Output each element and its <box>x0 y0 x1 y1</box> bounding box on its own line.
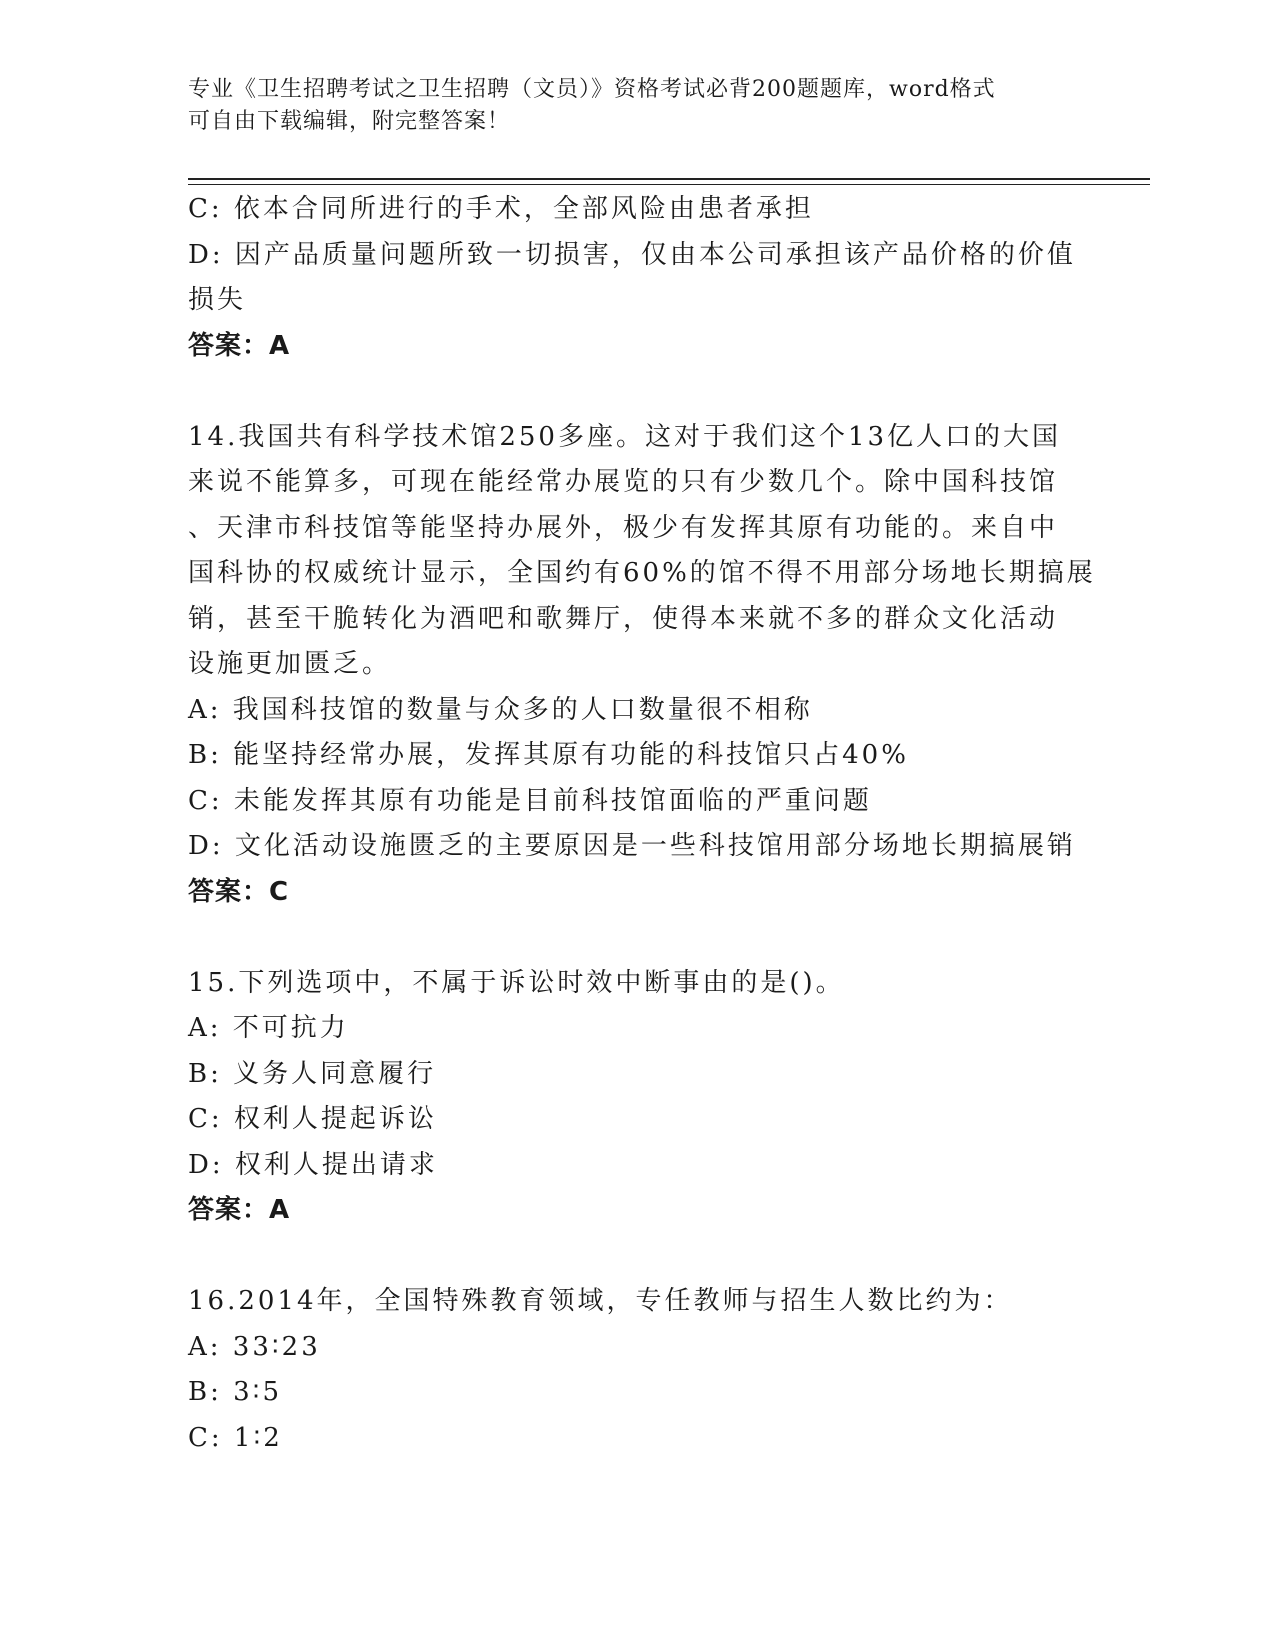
option-c: C: 权利人提起诉讼 <box>188 1104 437 1134</box>
question-stem-line: 14.我国共有科学技术馆250多座。这对于我们这个13亿人口的大国 <box>188 421 1062 452</box>
answer-line: 答案：A <box>188 330 291 361</box>
question-16 <box>188 1279 1088 1461</box>
option-c: C: 依本合同所进行的手术，全部风险由患者承担 <box>188 194 814 224</box>
answer-line: 答案：C <box>188 876 290 907</box>
header-rule-thin <box>188 184 1150 185</box>
question-14 <box>188 415 1096 916</box>
header-line-1: 专业《卫生招聘考试之卫生招聘（文员）》资格考试必背200题题库，word格式 <box>188 77 996 102</box>
question-stem-line: 、天津市科技馆等能坚持办展外，极少有发挥其原有功能的。来自中 <box>188 512 1059 543</box>
page-header <box>188 74 1088 138</box>
option-a: A: 不可抗力 <box>188 1013 349 1043</box>
option-c: C: 1∶2 <box>188 1422 283 1453</box>
option-d-continued: 损失 <box>188 285 247 315</box>
option-b: B: 能坚持经常办展，发挥其原有功能的科技馆只占40% <box>188 740 909 770</box>
question-stem-line: 来说不能算多，可现在能经常办展览的只有少数几个。除中国科技馆 <box>188 467 1059 497</box>
header-line-2: 可自由下载编辑，附完整答案！ <box>188 109 511 134</box>
option-b: B: 义务人同意履行 <box>188 1058 437 1089</box>
option-b: B: 3∶5 <box>188 1377 282 1407</box>
option-a: A: 我国科技馆的数量与众多的人口数量很不相称 <box>188 694 813 725</box>
option-d: D: 权利人提出请求 <box>188 1149 438 1180</box>
question-stem: 15.下列选项中，不属于诉讼时效中断事由的是()。 <box>188 967 845 998</box>
question-stem-line: 设施更加匮乏。 <box>188 649 392 679</box>
option-a: A: 33∶23 <box>188 1331 321 1362</box>
question-13-tail <box>188 187 1088 369</box>
question-stem: 16.2014年，全国特殊教育领域，专任教师与招生人数比约为： <box>188 1286 1013 1316</box>
question-15 <box>188 961 1088 1234</box>
question-stem-line: 国科协的权威统计显示，全国约有60%的馆不得不用部分场地长期搞展 <box>188 558 1096 588</box>
option-d: D: 因产品质量问题所致一切损害，仅由本公司承担该产品价格的价值 <box>188 239 1076 270</box>
spacer <box>188 915 1088 961</box>
spacer <box>188 1234 1088 1280</box>
option-d: D: 文化活动设施匮乏的主要原因是一些科技馆用部分场地长期搞展销 <box>188 831 1076 861</box>
answer-line: 答案：A <box>188 1195 291 1225</box>
question-stem-line: 销，甚至干脆转化为酒吧和歌舞厅，使得本来就不多的群众文化活动 <box>188 603 1059 634</box>
spacer <box>188 369 1088 415</box>
document-body <box>188 187 1096 1461</box>
option-c: C: 未能发挥其原有功能是目前科技馆面临的严重问题 <box>188 785 872 816</box>
header-rule-thick <box>188 178 1150 180</box>
